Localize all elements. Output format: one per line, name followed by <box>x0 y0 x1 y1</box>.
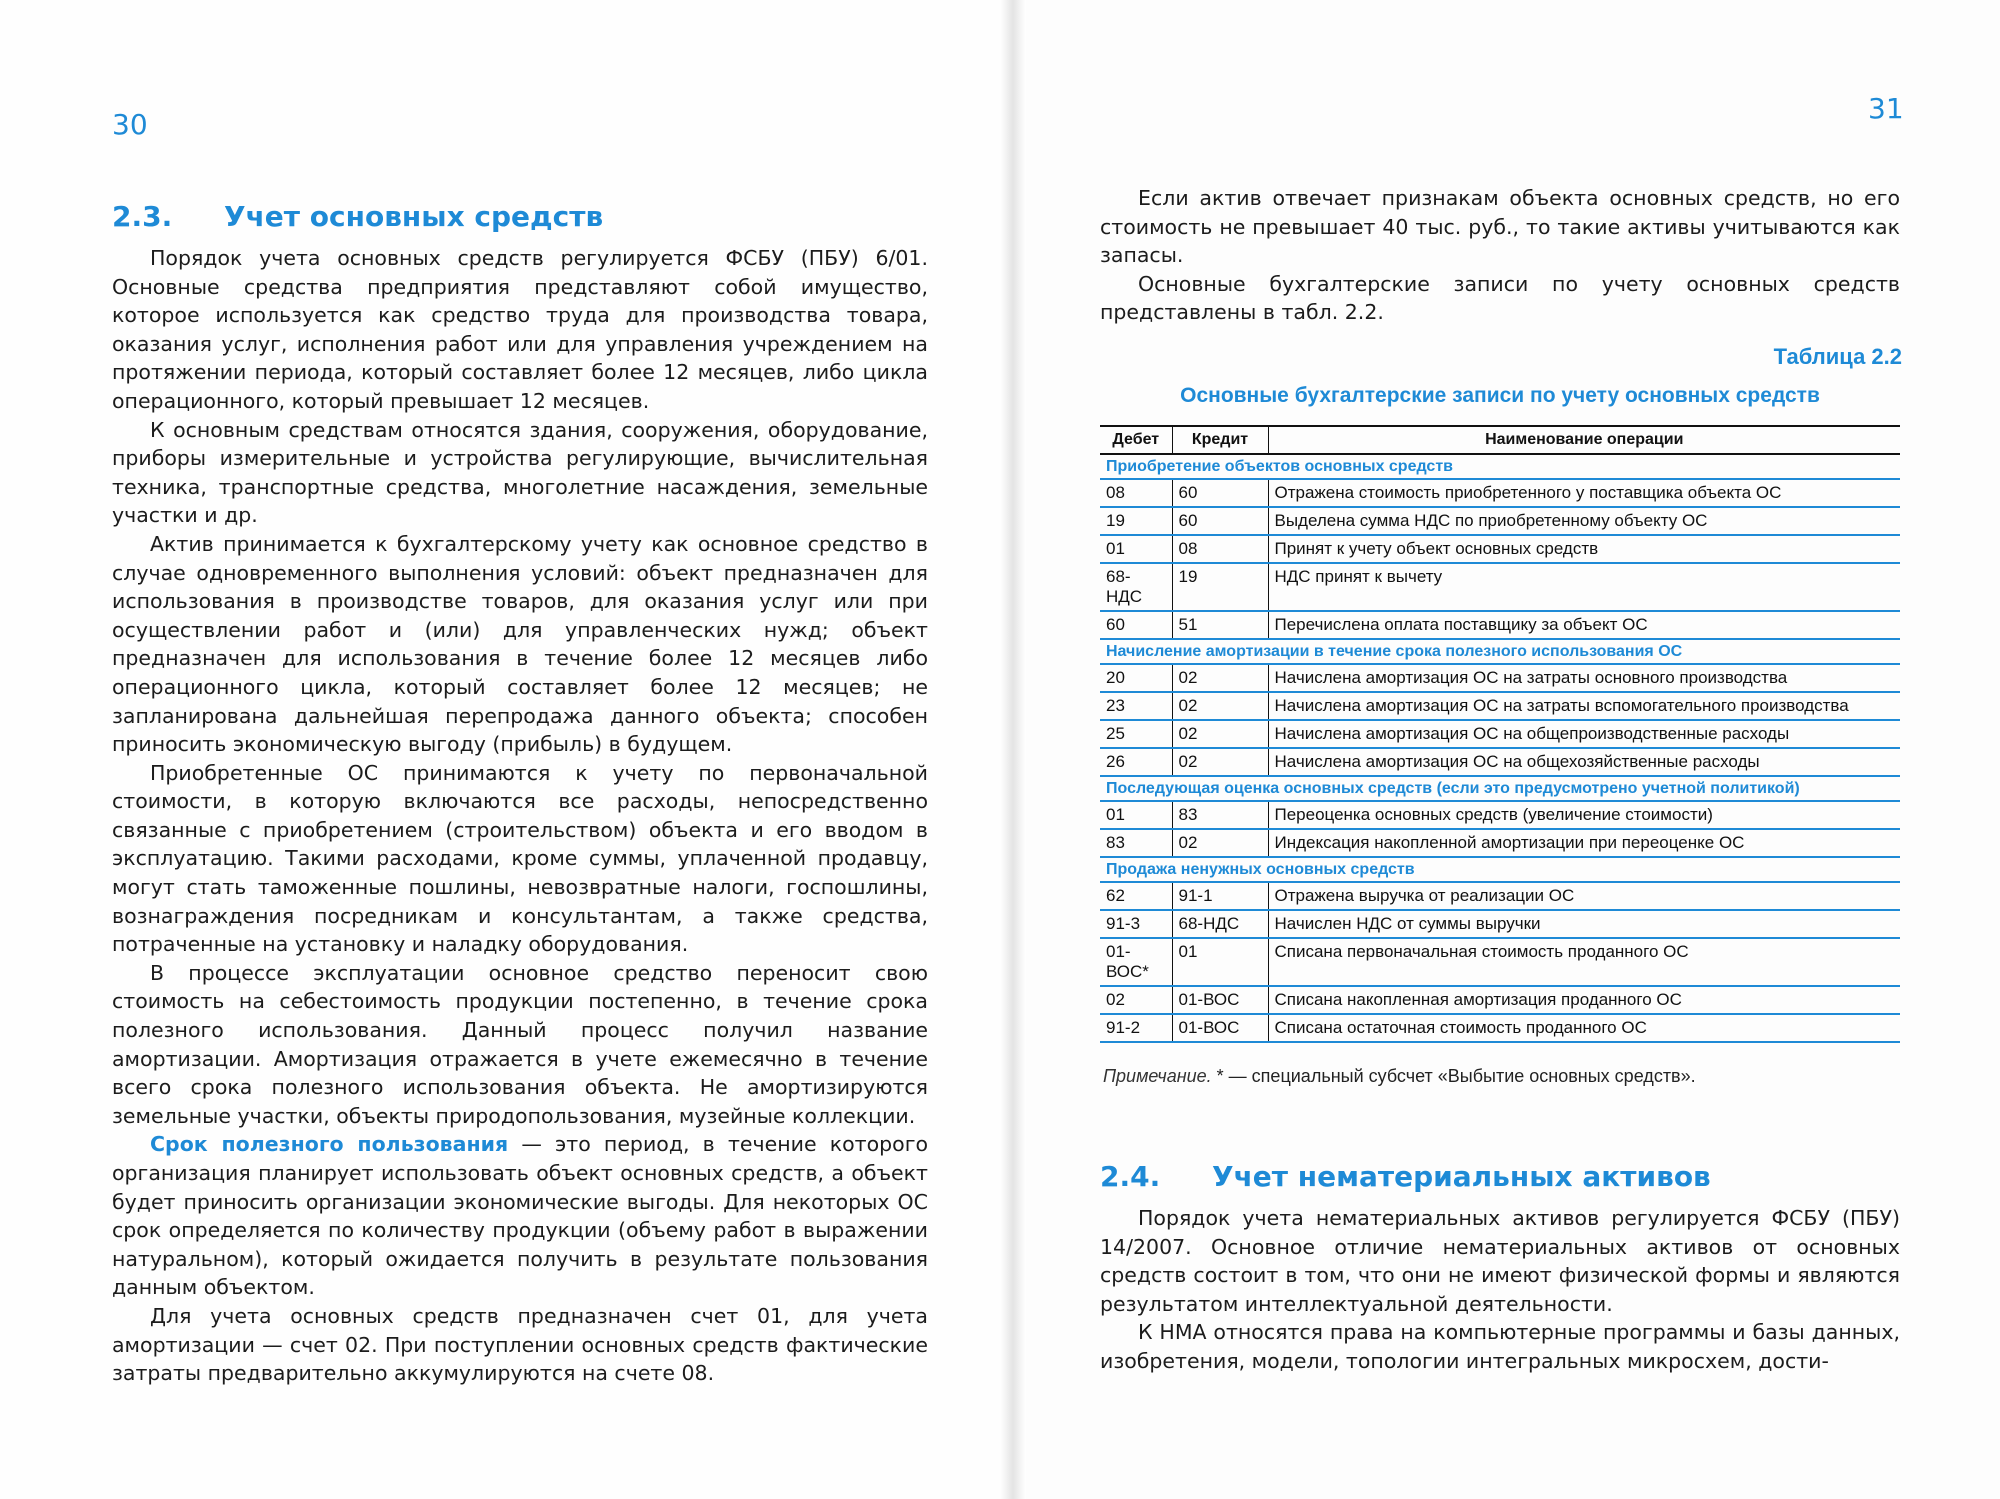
table-row <box>1100 1014 1900 1042</box>
left-text-column <box>112 244 928 1388</box>
debit-cell: 83 <box>1100 829 1172 857</box>
debit-cell: 25 <box>1100 720 1172 748</box>
debit-cell: 01-ВОС* <box>1100 938 1172 986</box>
book-gutter <box>1000 0 1026 1499</box>
operation-cell: Индексация накопленной амортизации при переоценке ОС <box>1268 829 1900 857</box>
header-operation: Наименование операции <box>1268 426 1900 454</box>
table-row <box>1100 664 1900 692</box>
table-row <box>1100 829 1900 857</box>
paragraph: Порядок учета основных средств регулируется ФСБУ (ПБУ) 6/01. Основные средства предприятия представляют собой имущество, которое используется как средство труда для производства товара, оказания услуг, исполнения работ или для управления учреждением на протяжении периода, который составляет более 12 месяцев, либо цикла операционного, который превышает 12 месяцев. <box>112 246 928 413</box>
table-row <box>1100 611 1900 639</box>
accounting-entries-table <box>1100 425 1900 1043</box>
table-row <box>1100 479 1900 507</box>
right-text-column-top <box>1100 184 1900 327</box>
paragraph: Порядок учета нематериальных активов регулируется ФСБУ (ПБУ) 14/2007. Основное отличие нематериальных активов от основных средств состоит в том, что они не имеют физической формы и являются результатом интеллектуальной деятельности. <box>1100 1206 1900 1316</box>
debit-cell: 26 <box>1100 748 1172 776</box>
operation-cell: Перечислена оплата поставщику за объект ОС <box>1268 611 1900 639</box>
table-section-row <box>1100 639 1900 664</box>
credit-cell: 91-1 <box>1172 882 1268 910</box>
section-heading-2-4 <box>1100 1160 1711 1193</box>
paragraph: К основным средствам относятся здания, сооружения, оборудование, приборы измерительные и устройства регулирующие, вычислительная техника, транспортные средства, многолетние насаждения, земельные участки и др. <box>112 417 928 528</box>
table-row <box>1100 720 1900 748</box>
paragraph: Приобретенные ОС принимаются к учету по первоначальной стоимости, в которую включаются все расходы, непосредственно связанные с приобретением (строительством) объекта и его вводом в эксплуатацию. Такими расходами, кроме суммы, уплаченной продавцу, могут стать таможенные пошлины, невозвратные налоги, госпошлины, вознаграждения посредникам и консультантам, а также средства, потраченные на установку и наладку оборудования. <box>112 760 928 957</box>
table-row <box>1100 938 1900 986</box>
table-section-row <box>1100 776 1900 801</box>
debit-cell: 01 <box>1100 535 1172 563</box>
section-title: Учет нематериальных активов <box>1212 1160 1711 1193</box>
operation-cell: Списана накопленная амортизация проданного ОС <box>1268 986 1900 1014</box>
operation-cell: Отражена выручка от реализации ОС <box>1268 882 1900 910</box>
debit-cell: 68-НДС <box>1100 563 1172 611</box>
paragraph: В процессе эксплуатации основное средство переносит свою стоимость на себестоимость продукции постепенно, в течение срока полезного использования. Данный процесс получил название амортизации. Амортизация отражается в учете ежемесячно в течение всего срока полезного использования объекта. Не амортизируются земельные участки, объекты природопользования, музейные коллекции. <box>112 960 928 1128</box>
table-row <box>1100 692 1900 720</box>
paragraph: Для учета основных средств предназначен счет 01, для учета амортизации — счет 02. При поступлении основных средств фактические затраты предварительно аккумулируются на счете 08. <box>112 1303 928 1386</box>
operation-cell: Переоценка основных средств (увеличение стоимости) <box>1268 801 1900 829</box>
debit-cell: 23 <box>1100 692 1172 720</box>
table-row <box>1100 801 1900 829</box>
note-text: * — специальный субсчет «Выбытие основных средств». <box>1211 1066 1696 1086</box>
table-section-row <box>1100 857 1900 882</box>
table-row <box>1100 748 1900 776</box>
credit-cell: 02 <box>1172 748 1268 776</box>
table-note <box>1103 1066 1696 1087</box>
credit-cell: 01 <box>1172 938 1268 986</box>
credit-cell: 19 <box>1172 563 1268 611</box>
table-row <box>1100 882 1900 910</box>
table-row <box>1100 563 1900 611</box>
debit-cell: 08 <box>1100 479 1172 507</box>
header-debit: Дебет <box>1100 426 1172 454</box>
credit-cell: 02 <box>1172 664 1268 692</box>
paragraph: Актив принимается к бухгалтерскому учету как основное средство в случае одновременного выполнения условий: объект предназначен для использования в производстве товаров, для оказания услуг или при осуществлении работ и (или) для управленческих нужд; объект предназначен для использования в течение более 12 месяцев либо операционного цикла, который составляет более 12 месяцев; не запланирована дальнейшая перепродажа данного объекта; способен приносить экономическую выгоду (прибыль) в будущем. <box>112 531 928 757</box>
right-text-column-bottom <box>1100 1204 1900 1376</box>
table-row <box>1100 986 1900 1014</box>
debit-cell: 20 <box>1100 664 1172 692</box>
credit-cell: 68-НДС <box>1172 910 1268 938</box>
paragraph: Основные бухгалтерские записи по учету основных средств представлены в табл. 2.2. <box>1100 271 1900 325</box>
table-row <box>1100 910 1900 938</box>
note-label: Примечание. <box>1103 1066 1212 1086</box>
operation-cell: Отражена стоимость приобретенного у поставщика объекта ОС <box>1268 479 1900 507</box>
page-number-right: 31 <box>1868 92 1904 125</box>
highlighted-term: Срок полезного пользования <box>150 1132 509 1157</box>
operation-cell: НДС принят к вычету <box>1268 563 1900 611</box>
operation-cell: Начислена амортизация ОС на затраты основного производства <box>1268 664 1900 692</box>
section-title: Учет основных средств <box>224 200 604 233</box>
paragraph: Если актив отвечает признакам объекта основных средств, но его стоимость не превышает 40 тыс. руб., то такие активы учитываются как запасы. <box>1100 186 1900 268</box>
operation-cell: Списана остаточная стоимость проданного ОС <box>1268 1014 1900 1042</box>
credit-cell: 02 <box>1172 692 1268 720</box>
operation-cell: Начислена амортизация ОС на общехозяйственные расходы <box>1268 748 1900 776</box>
section-number: 2.3. <box>112 200 173 233</box>
table-row <box>1100 507 1900 535</box>
term-paragraph <box>112 1130 928 1302</box>
operation-cell: Начислена амортизация ОС на затраты вспомогательного производства <box>1268 692 1900 720</box>
credit-cell: 01-ВОС <box>1172 1014 1268 1042</box>
credit-cell: 60 <box>1172 479 1268 507</box>
table-header-row <box>1100 426 1900 454</box>
table-row <box>1100 535 1900 563</box>
page-number-left: 30 <box>112 108 148 141</box>
section-title-cell: Продажа ненужных основных средств <box>1100 857 1900 882</box>
section-title-cell: Приобретение объектов основных средств <box>1100 454 1900 479</box>
section-title-cell: Начисление амортизации в течение срока полезного использования ОС <box>1100 639 1900 664</box>
debit-cell: 60 <box>1100 611 1172 639</box>
debit-cell: 62 <box>1100 882 1172 910</box>
debit-cell: 19 <box>1100 507 1172 535</box>
credit-cell: 01-ВОС <box>1172 986 1268 1014</box>
operation-cell: Принят к учету объект основных средств <box>1268 535 1900 563</box>
table-section-row <box>1100 454 1900 479</box>
credit-cell: 02 <box>1172 829 1268 857</box>
section-heading-2-3 <box>112 200 603 233</box>
section-number: 2.4. <box>1100 1160 1161 1193</box>
paragraph: К НМА относятся права на компьютерные программы и базы данных, изобретения, модели, топологии интегральных микросхем, дости- <box>1100 1320 1900 1373</box>
credit-cell: 08 <box>1172 535 1268 563</box>
table-label: Таблица 2.2 <box>1773 344 1902 369</box>
debit-cell: 91-3 <box>1100 910 1172 938</box>
table-body <box>1100 454 1900 1042</box>
debit-cell: 02 <box>1100 986 1172 1014</box>
operation-cell: Списана первоначальная стоимость проданного ОС <box>1268 938 1900 986</box>
header-credit: Кредит <box>1172 426 1268 454</box>
debit-cell: 01 <box>1100 801 1172 829</box>
credit-cell: 51 <box>1172 611 1268 639</box>
credit-cell: 83 <box>1172 801 1268 829</box>
credit-cell: 60 <box>1172 507 1268 535</box>
section-title-cell: Последующая оценка основных средств (если это предусмотрено учетной политикой) <box>1100 776 1900 801</box>
debit-cell: 91-2 <box>1100 1014 1172 1042</box>
credit-cell: 02 <box>1172 720 1268 748</box>
operation-cell: Начислена амортизация ОС на общепроизводственные расходы <box>1268 720 1900 748</box>
table-title: Основные бухгалтерские записи по учету основных средств <box>1180 384 1820 407</box>
operation-cell: Начислен НДС от суммы выручки <box>1268 910 1900 938</box>
term-definition: — это период, в течение которого организация планирует использовать объект основных средств, а объект будет приносить организации экономические выгоды. Для некоторых ОС срок определяется по количеству продукции (объему работ в выражении натуральном), который ожидается получить в результате пользования данным объектом. <box>112 1132 929 1300</box>
operation-cell: Выделена сумма НДС по приобретенному объекту ОС <box>1268 507 1900 535</box>
